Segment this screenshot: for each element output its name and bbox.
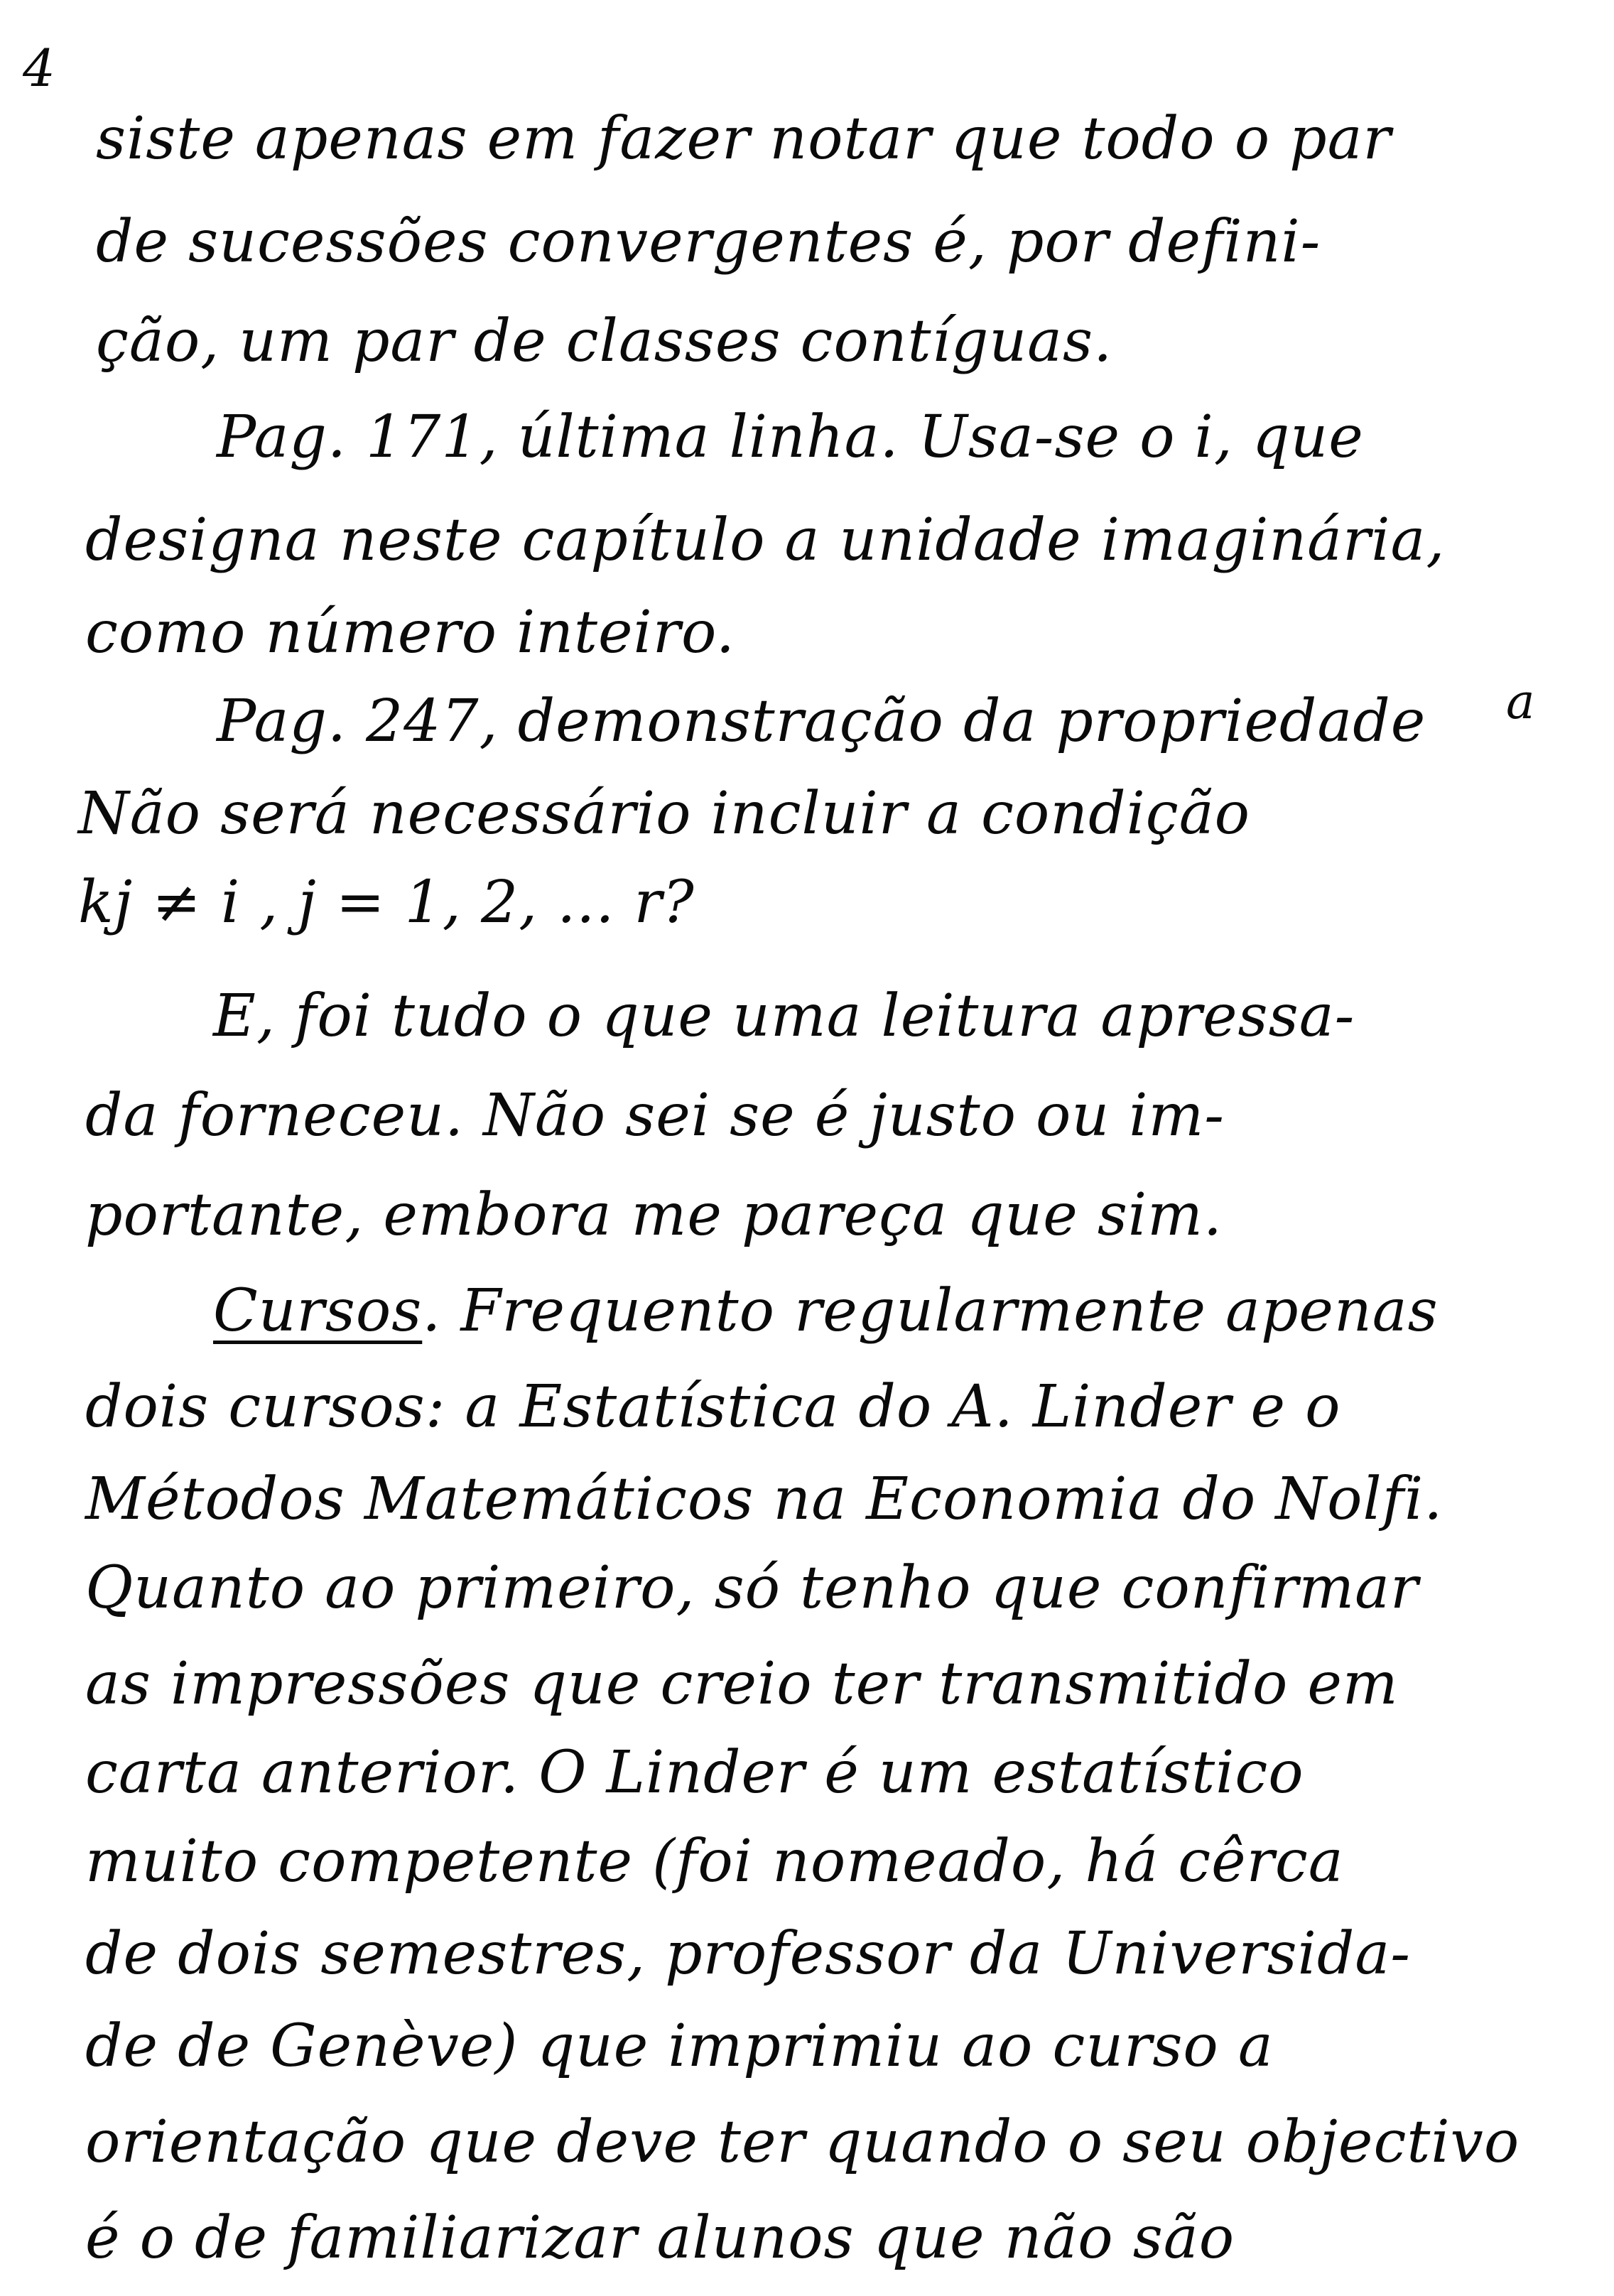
text-line: Pag. 247, demonstração da propriedade xyxy=(217,688,1426,755)
text-line: de dois semestres, professor da Universida- xyxy=(85,1920,1411,1988)
text-line: Pag. 171, última linha. Usa-se o i, que xyxy=(217,404,1364,471)
text-line: designa neste capítulo a unidade imaginária, xyxy=(85,507,1446,574)
section-heading-line xyxy=(213,1277,1439,1345)
text-line: Métodos Matemáticos na Economia do Nolfi. xyxy=(85,1466,1444,1533)
text-line: siste apenas em fazer notar que todo o par xyxy=(96,105,1392,173)
text-line-continuation: Frequento regularmente apenas xyxy=(460,1277,1439,1345)
margin-note: a xyxy=(1506,674,1535,730)
text-line: portante, embora me pareça que sim. xyxy=(85,1181,1223,1249)
text-line: Não será necessário incluir a condição xyxy=(78,780,1250,848)
text-line: é o de familiarizar alunos que não são xyxy=(85,2204,1235,2272)
section-heading: Cursos xyxy=(213,1277,423,1345)
text-line: carta anterior. O Linder é um estatístico xyxy=(85,1739,1304,1807)
text-line: as impressões que creio ter transmitido em xyxy=(85,1650,1399,1718)
text-line: orientação que deve ter quando o seu objectivo xyxy=(85,2108,1520,2176)
text-line: como número inteiro. xyxy=(85,599,735,666)
text-line: de de Genève) que imprimiu ao curso a xyxy=(85,2013,1274,2080)
text-line: kj ≠ i , j = 1, 2, ... r? xyxy=(78,869,695,936)
text-line: Quanto ao primeiro, só tenho que confirmar xyxy=(85,1554,1419,1622)
text-line: da forneceu. Não sei se é justo ou im- xyxy=(85,1082,1225,1149)
page-number: 4 xyxy=(23,38,55,98)
text-line: de sucessões convergentes é, por defini- xyxy=(96,208,1321,276)
text-line: ção, um par de classes contíguas. xyxy=(96,308,1113,375)
heading-period: . xyxy=(422,1277,461,1345)
text-line: E, foi tudo o que uma leitura apressa- xyxy=(213,982,1355,1050)
text-line: muito competente (foi nomeado, há cêrca xyxy=(85,1828,1344,1895)
text-line: dois cursos: a Estatística do A. Linder e o xyxy=(85,1373,1341,1441)
